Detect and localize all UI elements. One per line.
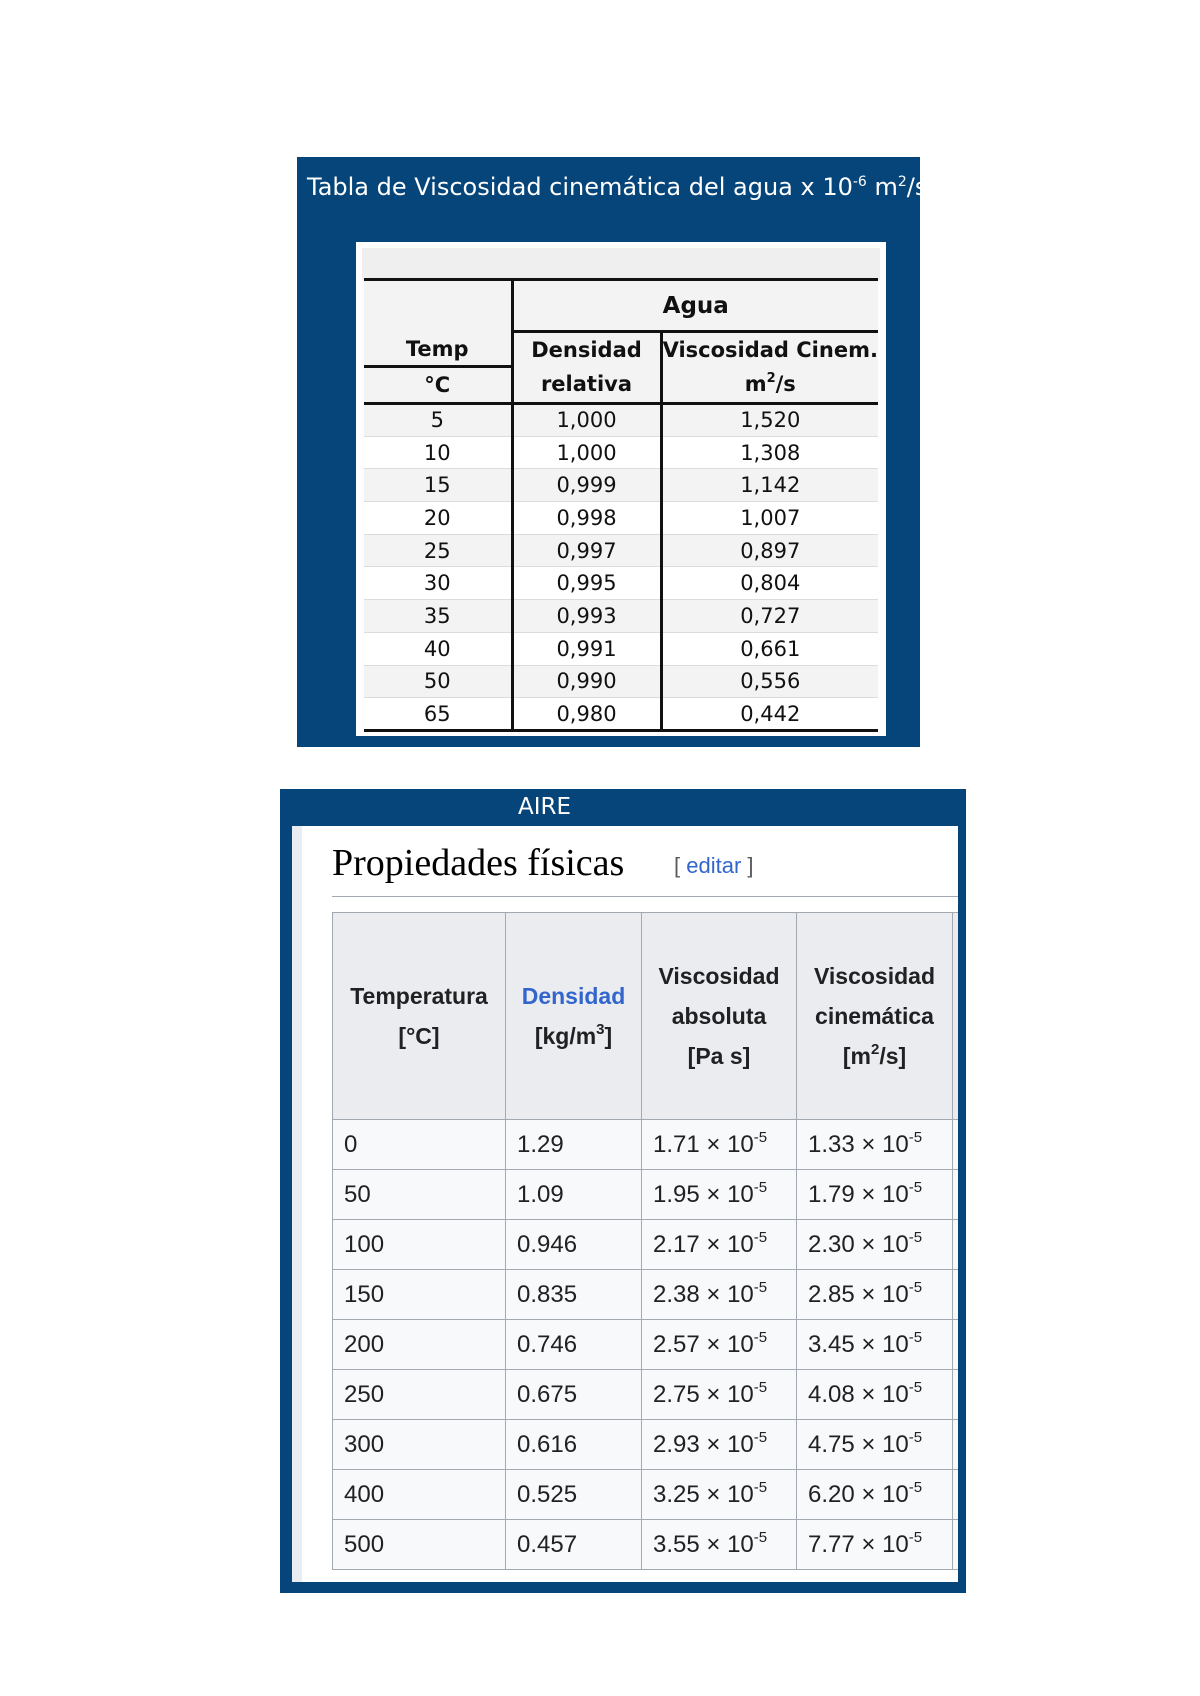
cell-visc: 0,556 xyxy=(661,665,878,698)
cell-density: 0.746 xyxy=(506,1320,642,1370)
cell-density: 0,998 xyxy=(512,502,661,535)
table-row xyxy=(364,436,878,469)
water-table-card xyxy=(356,242,886,736)
table-row xyxy=(364,404,878,437)
header-agua: Agua xyxy=(512,280,878,332)
title-unit-exponent: 2 xyxy=(897,174,907,190)
unit-base: m xyxy=(744,372,767,397)
cell-temp: 40 xyxy=(364,632,512,665)
unit-exponent: 2 xyxy=(766,371,776,387)
cell-temp: 50 xyxy=(364,665,512,698)
sci-base: 4.08 × 10 xyxy=(808,1380,909,1408)
cell-visc: 0,727 xyxy=(661,600,878,633)
cell-visc: 1,520 xyxy=(661,404,878,437)
sci-exponent: -5 xyxy=(908,1278,923,1296)
header-temp: Temp xyxy=(364,280,512,367)
cell-kin xyxy=(797,1520,953,1570)
cell-kin xyxy=(797,1370,953,1420)
title-exponent: -6 xyxy=(852,174,867,190)
cell-density: 0.946 xyxy=(506,1220,642,1270)
sci-base: 1.95 × 10 xyxy=(653,1180,754,1208)
header-temp-unit: °C xyxy=(364,367,512,404)
header-line: absoluta xyxy=(671,1003,767,1029)
unit-base: [kg/m xyxy=(534,1023,597,1049)
table-row xyxy=(364,502,878,535)
cell-density: 0,991 xyxy=(512,632,661,665)
table-row xyxy=(364,698,878,731)
cell-visc: 1,308 xyxy=(661,436,878,469)
header-line: [°C] xyxy=(398,1023,440,1049)
cell-density: 0.675 xyxy=(506,1370,642,1420)
cell-temp: 400 xyxy=(333,1470,506,1520)
cell-density: 0.616 xyxy=(506,1420,642,1470)
table-row xyxy=(364,632,878,665)
header-line xyxy=(535,1023,612,1049)
header-line: Viscosidad xyxy=(813,963,936,989)
cell-temp: 35 xyxy=(364,600,512,633)
cell-temp: 30 xyxy=(364,567,512,600)
header-line: Viscosidad xyxy=(658,963,780,989)
water-viscosity-table xyxy=(364,278,878,732)
sci-exponent: -5 xyxy=(753,1478,768,1496)
table-row xyxy=(333,1420,959,1470)
cell-abs xyxy=(642,1370,797,1420)
table-row xyxy=(333,1120,959,1170)
sci-exponent: -5 xyxy=(753,1328,768,1346)
cell-density: 0,980 xyxy=(512,698,661,731)
cell-density: 0.525 xyxy=(506,1470,642,1520)
cell-density: 1,000 xyxy=(512,404,661,437)
title-unit: m xyxy=(866,173,898,201)
cell-abs xyxy=(642,1170,797,1220)
cell-density: 1.09 xyxy=(506,1170,642,1220)
sci-base: 1.33 × 10 xyxy=(808,1130,909,1158)
cell-temp: 65 xyxy=(364,698,512,731)
header-abs-viscosity xyxy=(642,913,797,1120)
water-table-title xyxy=(307,165,928,209)
cell-temp: 500 xyxy=(333,1520,506,1570)
table-row xyxy=(333,1520,959,1570)
cell-visc: 0,442 xyxy=(661,698,878,731)
sci-exponent: -5 xyxy=(908,1328,923,1346)
cell-density: 0,995 xyxy=(512,567,661,600)
sci-exponent: -5 xyxy=(753,1378,768,1396)
cell-cutoff xyxy=(953,1270,959,1320)
sci-exponent: -5 xyxy=(753,1278,768,1296)
sci-exponent: -5 xyxy=(753,1228,768,1246)
unit-tail: /s xyxy=(775,372,796,397)
cell-density: 0,993 xyxy=(512,600,661,633)
cell-kin xyxy=(797,1220,953,1270)
title-text: Tabla de Viscosidad cinemática del agua x 10 xyxy=(307,173,853,201)
header-cutoff xyxy=(953,913,959,1120)
cell-density: 1.29 xyxy=(506,1120,642,1170)
sci-exponent: -5 xyxy=(753,1128,768,1146)
sci-base: 2.17 × 10 xyxy=(653,1230,754,1258)
table-row xyxy=(364,567,878,600)
cell-kin xyxy=(797,1320,953,1370)
header-temperature xyxy=(333,913,506,1120)
edit-bracket-close: ] xyxy=(741,853,754,878)
table-row xyxy=(333,1170,959,1220)
table-row xyxy=(364,534,878,567)
sci-base: 3.25 × 10 xyxy=(653,1480,754,1508)
cell-density: 0,997 xyxy=(512,534,661,567)
cell-cutoff xyxy=(953,1420,959,1470)
sci-base: 2.30 × 10 xyxy=(808,1230,909,1258)
unit-base: [m xyxy=(842,1043,871,1069)
water-viscosity-panel xyxy=(297,157,928,747)
cell-visc: 1,142 xyxy=(661,469,878,502)
cell-density: 1,000 xyxy=(512,436,661,469)
cell-density: 0.835 xyxy=(506,1270,642,1320)
sci-base: 7.77 × 10 xyxy=(808,1530,909,1558)
cell-density: 0,990 xyxy=(512,665,661,698)
cell-visc: 1,007 xyxy=(661,502,878,535)
header-line xyxy=(843,1043,906,1069)
table-row xyxy=(364,665,878,698)
table-row xyxy=(333,1220,959,1270)
cell-kin xyxy=(797,1170,953,1220)
unit-exponent: 3 xyxy=(596,1021,605,1038)
sci-exponent: -5 xyxy=(908,1128,923,1146)
cell-kin xyxy=(797,1470,953,1520)
sci-exponent: -5 xyxy=(908,1378,923,1396)
table-row xyxy=(364,600,878,633)
sci-base: 2.85 × 10 xyxy=(808,1280,909,1308)
sci-base: 2.38 × 10 xyxy=(653,1280,754,1308)
edit-link[interactable]: editar xyxy=(686,853,742,878)
cell-kin xyxy=(797,1420,953,1470)
cell-abs xyxy=(642,1320,797,1370)
cell-cutoff xyxy=(953,1470,959,1520)
heading-divider xyxy=(332,896,958,897)
cell-cutoff xyxy=(953,1220,959,1270)
cell-kin xyxy=(797,1270,953,1320)
sci-base: 2.93 × 10 xyxy=(653,1430,754,1458)
cell-cutoff xyxy=(953,1520,959,1570)
density-link[interactable]: Densidad xyxy=(521,983,626,1009)
cell-abs xyxy=(642,1520,797,1570)
header-line: cinemática xyxy=(815,1003,934,1029)
sci-base: 6.20 × 10 xyxy=(808,1480,909,1508)
sci-base: 2.75 × 10 xyxy=(653,1380,754,1408)
cell-visc: 0,897 xyxy=(661,534,878,567)
sci-base: 2.57 × 10 xyxy=(653,1330,754,1358)
sci-base: 1.79 × 10 xyxy=(808,1180,909,1208)
table-row xyxy=(364,469,878,502)
cell-cutoff xyxy=(953,1170,959,1220)
cell-temp: 300 xyxy=(333,1420,506,1470)
air-properties-table xyxy=(332,912,958,1570)
sci-exponent: -5 xyxy=(908,1528,923,1546)
cell-temp: 5 xyxy=(364,404,512,437)
cell-temp: 10 xyxy=(364,436,512,469)
sci-exponent: -5 xyxy=(753,1178,768,1196)
sci-exponent: -5 xyxy=(753,1428,768,1446)
sci-exponent: -5 xyxy=(908,1178,923,1196)
table-row xyxy=(333,1270,959,1320)
air-properties-card xyxy=(292,826,958,1582)
card-left-edge xyxy=(292,826,302,1582)
sci-exponent: -5 xyxy=(753,1528,768,1546)
cell-cutoff xyxy=(953,1320,959,1370)
cell-density: 0.457 xyxy=(506,1520,642,1570)
header-visc-unit xyxy=(661,367,878,404)
cell-abs xyxy=(642,1470,797,1520)
edit-bracket-open: [ xyxy=(674,853,687,878)
cell-abs xyxy=(642,1220,797,1270)
cell-abs xyxy=(642,1120,797,1170)
cell-visc: 0,804 xyxy=(661,567,878,600)
unit-tail: ] xyxy=(604,1023,613,1049)
sci-base: 3.55 × 10 xyxy=(653,1530,754,1558)
cell-temp: 150 xyxy=(333,1270,506,1320)
cell-temp: 100 xyxy=(333,1220,506,1270)
cell-temp: 15 xyxy=(364,469,512,502)
header-density-sub: relativa xyxy=(512,367,661,404)
header-kin-viscosity xyxy=(797,913,953,1120)
sci-exponent: -5 xyxy=(908,1428,923,1446)
table-row xyxy=(333,1370,959,1420)
sci-exponent: -5 xyxy=(908,1478,923,1496)
table-row xyxy=(333,1320,959,1370)
cell-visc: 0,661 xyxy=(661,632,878,665)
cell-temp: 200 xyxy=(333,1320,506,1370)
cell-cutoff xyxy=(953,1120,959,1170)
cell-temp: 25 xyxy=(364,534,512,567)
unit-tail: /s] xyxy=(879,1043,907,1069)
sci-base: 4.75 × 10 xyxy=(808,1430,909,1458)
header-density-link[interactable] xyxy=(506,913,642,1120)
unit-exponent: 2 xyxy=(870,1041,880,1058)
header-line: Temperatura xyxy=(350,983,488,1009)
water-card-header-strip xyxy=(362,248,880,280)
air-properties-panel xyxy=(280,789,966,1593)
cell-temp: 20 xyxy=(364,502,512,535)
sci-base: 3.45 × 10 xyxy=(808,1330,909,1358)
header-visc: Viscosidad Cinem. xyxy=(661,332,878,367)
header-density: Densidad xyxy=(512,332,661,367)
header-line: [Pa s] xyxy=(687,1043,751,1069)
edit-section xyxy=(674,844,754,888)
table-row xyxy=(333,1470,959,1520)
cell-temp: 0 xyxy=(333,1120,506,1170)
cell-temp: 50 xyxy=(333,1170,506,1220)
cell-density: 0,999 xyxy=(512,469,661,502)
sci-exponent: -5 xyxy=(908,1228,923,1246)
air-label: AIRE xyxy=(518,794,572,820)
cell-abs xyxy=(642,1420,797,1470)
sci-base: 1.71 × 10 xyxy=(653,1130,754,1158)
section-heading: Propiedades físicas xyxy=(332,842,625,884)
title-unit-tail: /s xyxy=(906,173,928,201)
cell-temp: 250 xyxy=(333,1370,506,1420)
cell-abs xyxy=(642,1270,797,1320)
cell-kin xyxy=(797,1120,953,1170)
cell-cutoff xyxy=(953,1370,959,1420)
